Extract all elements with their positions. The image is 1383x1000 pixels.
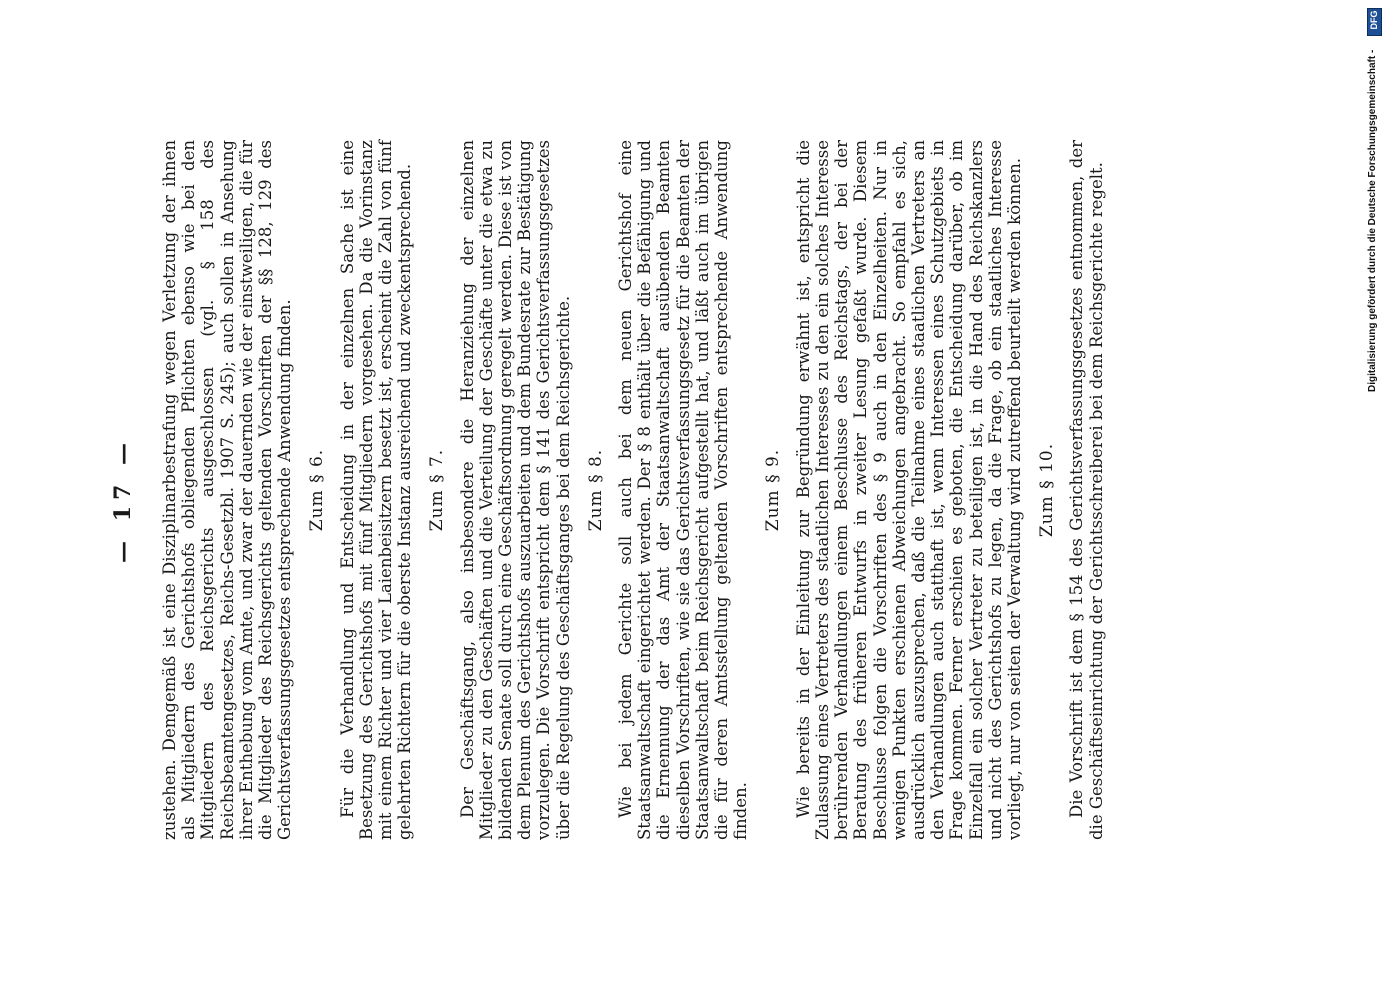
paragraph: Für die Verhandlung und Entscheidung in der einzelnen Sache ist eine Besetzung des Gerichtshofs mit fünf Mitgliedern vorgesehen. Da die Vorinstanz mit einem Richter und vier Laienbeisitzern besetzt ist, erscheint die Zahl von fünf gelehrten Richtern für die oberste Instanz ausreichend und zweckentsprechend. bbox=[337, 140, 415, 840]
body-text-column bbox=[160, 140, 1106, 840]
paragraph: Wie bereits in der Einleitung zur Begründung erwähnt ist, entspricht die Zulassung eines Vertreters des staatlichen Interesses zu den ein solches Interesse berührenden Verhandlungen einem Beschlusse des Reichstags, der bei der Beratung des früheren Entwurfs in zweiter Lesung gefaßt wurde. Diesem Beschlusse folgen die Vorschriften des § 9 auch in den Einzelheiten. Nur in wenigen Punkten erschienen Abweichungen angebracht. So empfahl es sich, ausdrücklich auszusprechen, daß die Teilnahme eines staatlichen Vertreters an den Verhandlungen auch statthaft ist, wenn Interessen eines Schutzgebiets in Frage kommen. Ferner erschien es geboten, die Entscheidung darüber, ob im Einzelfall ein solcher Vertreter zu beteiligen ist, in die Hand des Reichskanzlers und nicht des Gerichtshofs zu legen, da die Frage, ob ein staatliches Interesse vorliegt, nur von seiten der Verwaltung wird zutreffend beurteilt werden können. bbox=[793, 140, 1024, 840]
section-heading: Zum § 9. bbox=[763, 448, 784, 532]
dfg-funding-notice: Digitalisierung gefördert durch die Deutsche Forschungsgemeinschaft - bbox=[1367, 49, 1378, 392]
section-heading: Zum § 10. bbox=[1037, 442, 1058, 538]
section-heading: Zum § 6. bbox=[307, 448, 328, 532]
paragraph: zustehen. Demgemäß ist eine Disziplinarbestrafung wegen Verletzung der ihnen als Mitgliedern des Gerichtshofs obliegenden Pflichten ebenso wie bei den Mitgliedern des Reichsgerichts ausgeschlossen (vgl. § 158 des Reichsbeamtengesetzes, Reichs-Gesetzbl. 1907 S. 245); auch sollen in Ansehung ihrer Enthebung vom Amte, und zwar der dauernden wie der einstweiligen, die für die Mitglieder des Reichsgerichts geltenden Vorschriften der §§ 128, 129 des Gerichtsverfassungsgesetzes entsprechende Anwendung finden. bbox=[160, 140, 295, 840]
dfg-watermark bbox=[1365, 0, 1383, 1000]
section-heading: Zum § 7. bbox=[427, 448, 448, 532]
paragraph: Wie bei jedem Gerichte soll auch bei dem neuen Gerichtshof eine Staatsanwaltschaft eingerichtet werden. Der § 8 enthält über die Befähigung und die Ernennung der das Amt der Staatsanwaltschaft ausübenden Beamten dieselben Vorschriften, wie sie das Gerichtsverfassungsgesetz für die Beamten der Staatsanwaltschaft beim Reichsgericht aufgestellt hat, und läßt auch im übrigen die für deren Amtsstellung geltenden Vorschriften entsprechende Anwendung finden. bbox=[616, 140, 751, 840]
dfg-logo-text: DFG bbox=[1369, 10, 1379, 30]
paragraph: Der Geschäftsgang, also insbesondere die Heranziehung der einzelnen Mitglieder zu den Geschäften und die Verteilung der Geschäfte unter die etwa zu bildenden Senate soll durch eine Geschäftsordnung geregelt werden. Diese ist von dem Plenum des Gerichtshofs auszuarbeiten und dem Bundesrate zur Bestätigung vorzulegen. Die Vorschrift entspricht dem § 141 des Gerichtsverfassungsgesetzes über die Regelung des Geschäftsganges bei dem Reichsgerichte. bbox=[457, 140, 573, 840]
paragraph: Die Vorschrift ist dem § 154 des Gerichtsverfassungsgesetzes entnommen, der die Geschäftseinrichtung der Gerichtsschreiberei bei dem Reichsgerichte regelt. bbox=[1067, 140, 1106, 840]
page-number: — 17 — bbox=[110, 437, 136, 563]
section-heading: Zum § 8. bbox=[585, 448, 606, 532]
